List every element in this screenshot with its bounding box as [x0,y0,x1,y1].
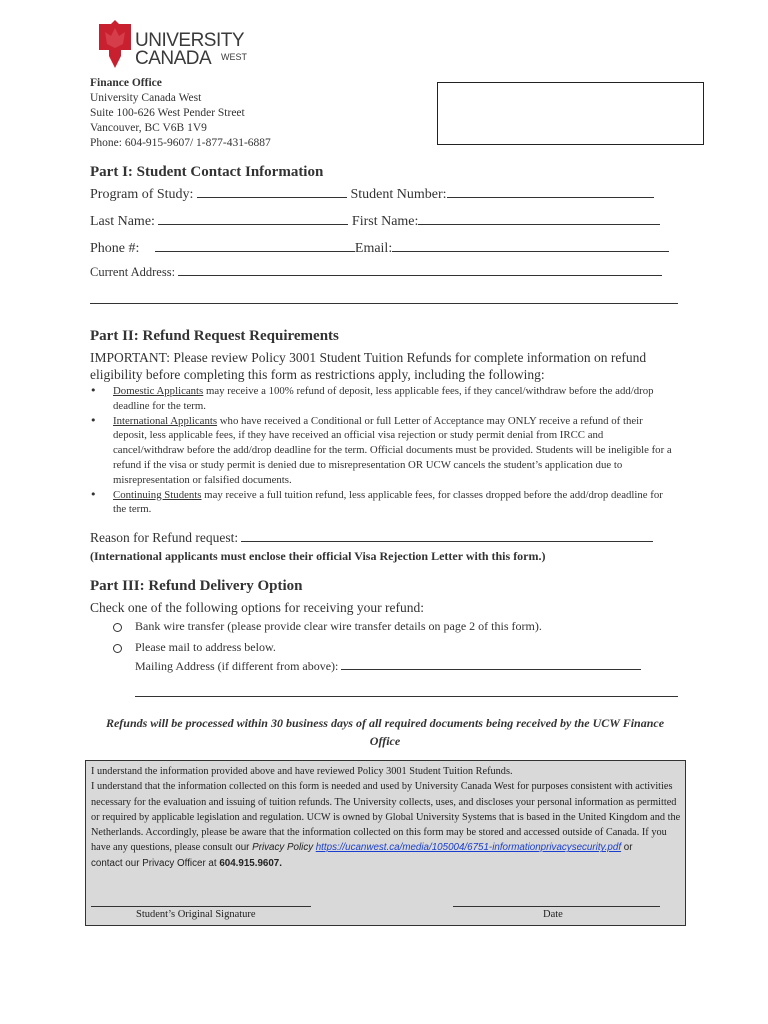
finance-office-address [90,76,271,151]
bullet-domestic [90,384,675,414]
maple-leaf-logo-icon [97,20,133,68]
contact-phone: 604.915.9607. [219,857,282,869]
mailing-address-input[interactable] [341,659,641,670]
mail-radio[interactable] [113,644,122,653]
office-title: Finance Office [90,77,162,89]
privacy-contact [91,856,681,871]
email-label: Email: [354,241,393,256]
address-row [90,264,662,280]
privacy-policy-label: Privacy Policy [252,842,314,854]
program-row [90,185,654,203]
consent-line1: I understand the information provided above and have reviewed Policy 3001 Student Tuition Refunds. [91,766,513,777]
program-input[interactable] [197,185,347,198]
logo-university-text: UNIVERSITY [135,30,245,51]
university-logo [97,20,257,72]
student-number-input[interactable] [447,185,654,198]
consent-body-block [91,779,681,855]
privacy-policy-link[interactable]: https://ucanwest.ca/media/105004/6751-informationprivacysecurity.pdf [315,842,622,854]
eligibility-list [90,384,675,517]
delivery-instructions: Check one of the following options for receiving your refund: [90,600,425,615]
important-notice: IMPORTANT: Please review Policy 3001 Student Tuition Refunds for complete information on refund eligibility before completing this form as restrictions apply, including the following: [90,350,647,382]
last-name-input[interactable] [158,212,348,225]
first-name-input[interactable] [418,212,660,225]
mailing-address-line2-input[interactable] [135,696,678,697]
part3-heading: Part III: Refund Delivery Option [90,578,303,594]
reason-label: Reason for Refund request: [90,530,239,545]
contact-text: contact our Privacy Officer at [91,857,220,869]
reason-row [90,529,653,546]
bullet-international-text: who have received a Conditional or full Letter of Acceptance may ONLY receive a refund of their deposit, less applicable fees, if they have received an official visa rejection or study permit denial from IRCC and cancel/withdraw before the add/drop deadline for the term. Official documents must be provided. Students will be ineligible for a refund if the visa or study permit is denied due to misrepresentation OR UCW cancels the student’s application due to misrepresentation or falsified documents. [113,414,672,486]
name-row [90,212,660,230]
phone-label: Phone #: [90,241,140,256]
mailing-address-label: Mailing Address (if different from above): [135,659,339,673]
bullet-international-term: International Applicants [113,414,218,427]
office-phone: Phone: 604-915-9607/ 1-877-431-6887 [90,137,271,149]
privacy-suffix: or [621,842,633,854]
mail-option-label: Please mail to address below. [135,640,276,654]
bank-wire-radio[interactable] [113,623,122,632]
office-address-line2: Vancouver, BC V6B 1V9 [90,122,207,134]
office-use-box [437,82,704,145]
bullet-domestic-text: may receive a 100% refund of deposit, less applicable fees, if they cancel/withdraw before the add/drop deadline for the term. [113,385,654,412]
international-note: (International applicants must enclose their official Visa Rejection Letter with this form.) [90,549,546,563]
bullet-continuing-text: may receive a full tuition refund, less applicable fees, for classes dropped before the add/drop deadline for the term. [113,488,663,516]
privacy-prefix: our [232,842,253,854]
bullet-continuing-term: Continuing Students [113,488,202,501]
reason-input[interactable] [241,529,653,542]
refund-processing-note: Refunds will be processed within 30 business days of all required documents being received by the UCW Finance Office [105,716,665,748]
logo-west-text: WEST [221,52,247,62]
program-label: Program of Study: [90,187,194,202]
last-name-label: Last Name: [90,214,155,229]
part2-heading: Part II: Refund Request Requirements [90,328,339,344]
mailing-address-row [135,659,641,674]
bank-wire-option-label: Bank wire transfer (please provide clear wire transfer details on page 2 of this form). [135,619,542,633]
signature-label: Student’s Original Signature [136,909,256,920]
student-number-label: Student Number: [350,187,447,202]
current-address-input[interactable] [178,264,662,276]
logo-canada-text: CANADA [135,48,212,69]
consent-text [91,764,681,871]
office-name: University Canada West [90,92,202,104]
current-address-line2-input[interactable] [90,303,678,304]
bullet-domestic-term: Domestic Applicants [113,385,204,397]
phone-row [90,239,669,257]
first-name-label: First Name: [351,214,419,229]
consent-body: I understand that the information collected on this form is needed and used by University Canada West for purposes consistent with activities necessary for the evaluation and issuing of tuition refunds. The University collects, uses, and discloses your personal information as permitted or required by applicable legislation and regulation. UCW is owned by Global University Systems that is based in the United Kingdom and the Netherlands. Accordingly, please be aware that the information collected on this form may be stored and accessed outside of Canada. If you have any questions, please consult [91,781,681,854]
email-input[interactable] [392,239,669,252]
part1-heading: Part I: Student Contact Information [90,164,324,180]
signature-input[interactable] [91,906,311,907]
date-input[interactable] [453,906,660,907]
office-address-line1: Suite 100-626 West Pender Street [90,107,245,119]
date-label: Date [543,909,563,920]
bullet-international [90,414,675,488]
consent-box [85,760,686,926]
current-address-label: Current Address: [90,265,176,279]
bullet-continuing [90,488,675,518]
phone-input[interactable] [155,239,355,252]
